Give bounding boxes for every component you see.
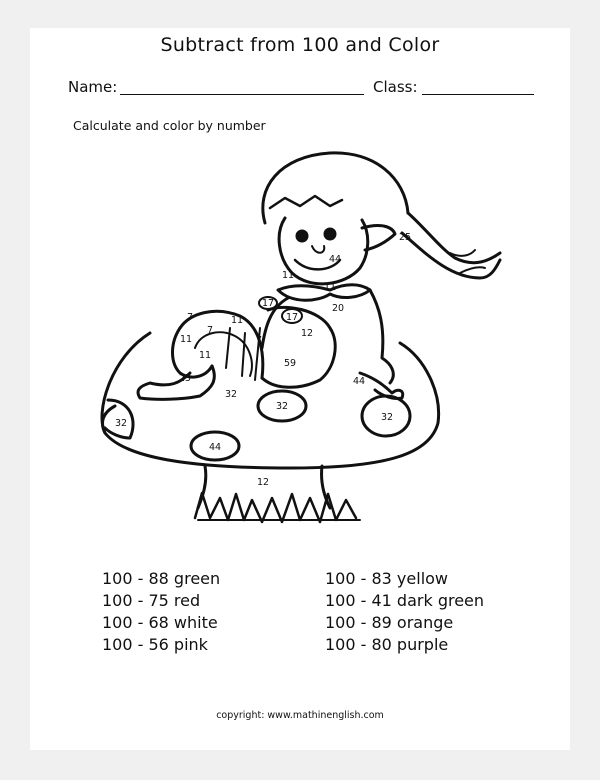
region-number: 7	[206, 325, 214, 336]
region-number: 32	[275, 401, 289, 412]
region-number: 25	[398, 232, 412, 243]
key-item: 100 - 68 white	[102, 613, 218, 632]
key-item: 100 - 88 green	[102, 569, 221, 588]
region-number: 12	[300, 328, 314, 339]
region-number: 25	[178, 373, 192, 384]
region-number: 11	[323, 282, 337, 293]
region-number: 12	[256, 477, 270, 488]
region-number: 17	[261, 298, 275, 309]
region-number: 7	[186, 312, 194, 323]
region-number: 32	[114, 418, 128, 429]
elf-hand	[360, 373, 403, 399]
key-item: 100 - 41 dark green	[325, 591, 485, 610]
color-key-right	[325, 568, 484, 656]
region-number: 11	[230, 315, 244, 326]
region-number: 11	[179, 334, 193, 345]
instruction-text: Calculate and color by number	[73, 118, 266, 133]
key-item: 100 - 80 purple	[325, 635, 449, 654]
worksheet-title: Subtract from 100 and Color	[160, 34, 440, 56]
copyright-footer: copyright: www.mathinenglish.com	[216, 710, 384, 721]
region-number: 44	[352, 376, 366, 387]
region-number: 32	[380, 412, 394, 423]
region-number: 44	[208, 442, 222, 453]
region-number: 32	[224, 389, 238, 400]
elf-shoe	[138, 366, 214, 399]
elf-hat	[263, 153, 408, 223]
name-label: Name:	[68, 78, 118, 96]
key-item: 100 - 89 orange	[325, 613, 454, 632]
region-number: 11	[281, 270, 295, 281]
region-number: 11	[198, 350, 212, 361]
region-number: 59	[283, 358, 297, 369]
region-number: 17	[285, 312, 299, 323]
key-item: 100 - 83 yellow	[325, 569, 449, 588]
region-number: 7	[255, 335, 263, 346]
key-item: 100 - 75 red	[102, 591, 201, 610]
class-label: Class:	[373, 78, 418, 96]
region-number: 44	[328, 254, 342, 265]
worksheet-page	[30, 28, 570, 750]
grass	[195, 493, 356, 522]
key-item: 100 - 56 pink	[102, 635, 208, 654]
region-number: 20	[331, 303, 345, 314]
color-key-left	[102, 568, 220, 656]
